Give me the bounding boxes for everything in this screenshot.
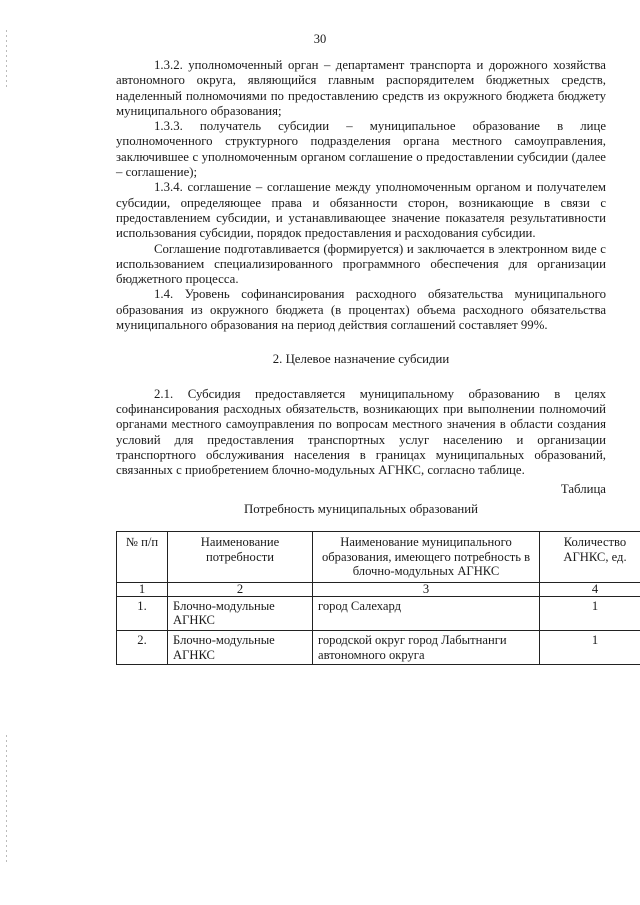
header-quantity: Количество АГНКС, ед.	[540, 532, 640, 583]
column-number: 2	[168, 582, 313, 596]
row-number: 1.	[117, 596, 168, 630]
header-number: № п/п	[117, 532, 168, 583]
table-header-row	[117, 532, 640, 583]
row-number: 2.	[117, 630, 168, 664]
needs-table	[116, 531, 640, 665]
document-body	[116, 58, 627, 665]
column-number: 1	[117, 582, 168, 596]
paragraph-1-3-4: 1.3.4. соглашение – соглашение между уполномоченным органом и получателем субсидии, определяющее права и обязанности сторон, возникающие в связи с предоставлением субсидии, и устанавливающее значение показателя результативности использования субсидии, порядок предоставления и расходования субсидии.	[116, 180, 606, 241]
column-number: 3	[313, 582, 540, 596]
row-need-name: Блочно-модульные АГНКС	[168, 630, 313, 664]
table-row	[117, 630, 640, 664]
section-2-heading: 2. Целевое назначение субсидии	[272, 352, 450, 367]
paragraph-1-3-3: 1.3.3. получатель субсидии – муниципальное образование в лице уполномоченного структурного подразделения органа местного самоуправления, заключившее с уполномоченным органом соглашение о предоставлении субсидии (далее – соглашение);	[116, 119, 606, 180]
paragraph-agreement: Соглашение подготавливается (формируется) и заключается в электронном виде с использованием специализированного программного обеспечения для организации бюджетного процесса.	[116, 241, 606, 287]
page-number: 30	[313, 32, 327, 46]
row-quantity: 1	[540, 596, 640, 630]
column-number: 4	[540, 582, 640, 596]
paragraph-2-1: 2.1. Субсидия предоставляется муниципальному образованию в целях софинансирования расходных обязательств, возникающих при выполнении полномочий органами местного самоуправления по вопросам местного значения в области создания условий для предоставления транспортных услуг населению и организации транспортного обслуживания населения в границах муниципальных образований, связанных с приобретением блочно-модульных АГНКС, согласно таблице.	[116, 386, 606, 478]
row-municipality: городской округ город Лабытнанги автономного округа	[313, 630, 540, 664]
scan-margin-mark	[6, 735, 7, 865]
table-title: Потребность муниципальных образований	[244, 501, 478, 516]
table-row	[117, 596, 640, 630]
row-quantity: 1	[540, 630, 640, 664]
table-column-numbers-row	[117, 582, 640, 596]
row-need-name: Блочно-модульные АГНКС	[168, 596, 313, 630]
paragraph-1-4: 1.4. Уровень софинансирования расходного обязательства муниципального образования из окружного бюджета (в процентах) объема расходного обязательства муниципального образования на период действия соглашений составляет 99%.	[116, 287, 606, 333]
row-municipality: город Салехард	[313, 596, 540, 630]
header-municipality: Наименование муниципального образования, имеющего потребность в блочно-модульных АГНКС	[313, 532, 540, 583]
header-need-name: Наименование потребности	[168, 532, 313, 583]
paragraph-1-3-2: 1.3.2. уполномоченный орган – департамент транспорта и дорожного хозяйства автономного округа, являющийся главным распорядителем бюджетных средств, наделенный полномочиями по предоставлению средств из окружного бюджета бюджету муниципального образования;	[116, 58, 606, 118]
table-label: Таблица	[560, 482, 606, 497]
